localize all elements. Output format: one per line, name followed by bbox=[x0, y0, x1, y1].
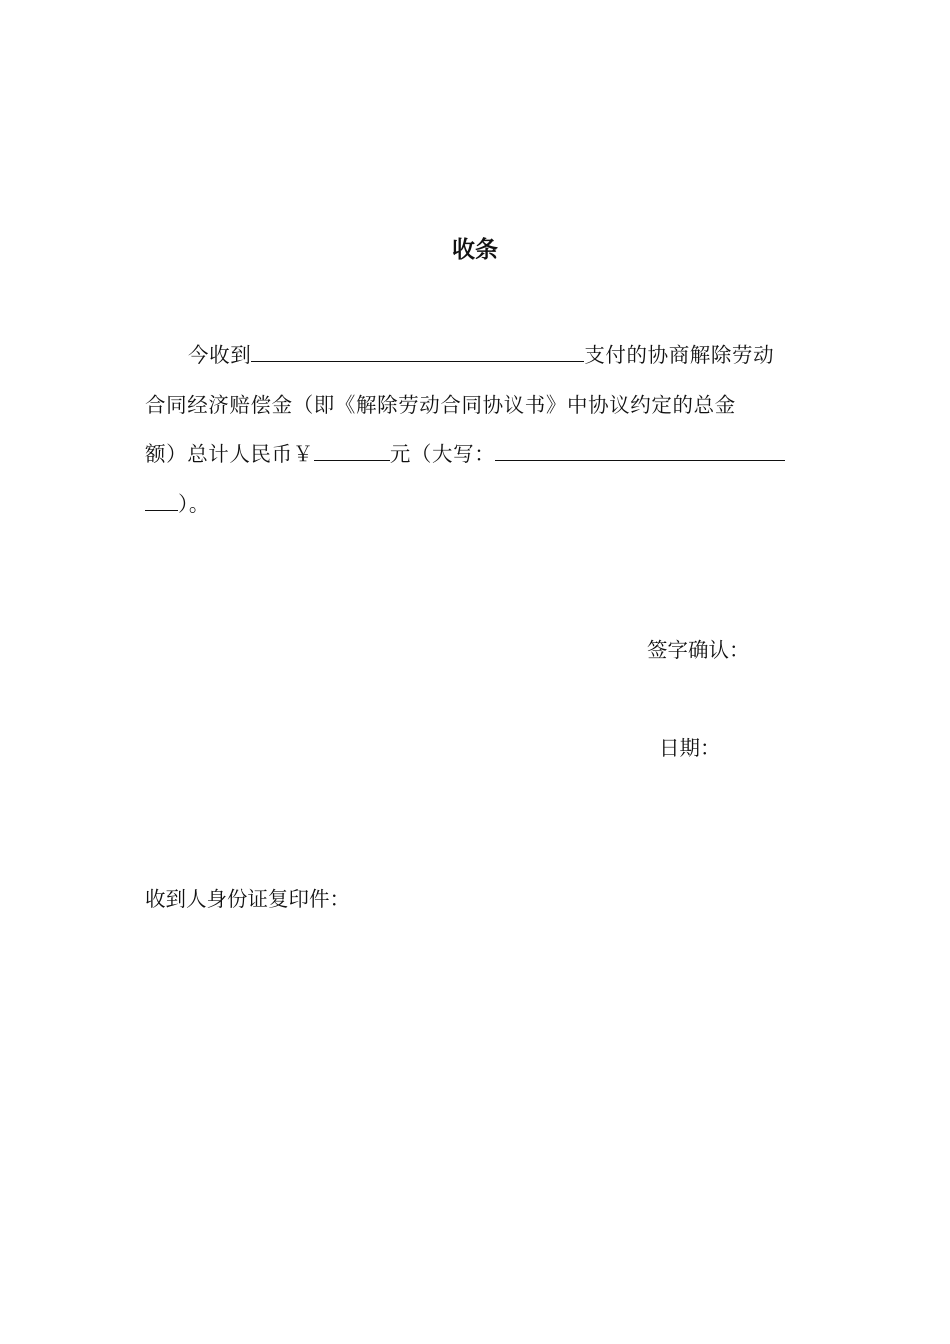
receipt-line-2 bbox=[145, 381, 809, 431]
receipt-line-1 bbox=[145, 331, 809, 381]
payment-purpose-text: 支付的协商解除劳动 bbox=[584, 343, 775, 367]
amount-uppercase-blank-continued bbox=[145, 492, 178, 511]
document-title: 收条 bbox=[452, 237, 498, 263]
amount-uppercase-blank bbox=[495, 442, 785, 461]
receipt-line-3 bbox=[145, 430, 809, 480]
total-rmb-label: 额）总计人民币￥ bbox=[145, 442, 314, 466]
compensation-description: 合同经济赔偿金（即《解除劳动合同协议书》中协议约定的总金 bbox=[145, 392, 736, 417]
closing-punctuation: ）。 bbox=[178, 491, 210, 516]
signature-confirm-label: 签字确认： bbox=[647, 638, 750, 662]
payer-name-blank bbox=[251, 343, 584, 362]
amount-figures-blank bbox=[314, 442, 390, 461]
receipt-body bbox=[145, 331, 809, 529]
date-label: 日期： bbox=[659, 736, 721, 760]
id-card-copy-label: 收到人身份证复印件： bbox=[145, 887, 350, 911]
received-from-label: 今收到 bbox=[188, 343, 252, 367]
amount-uppercase-label: 元（大写： bbox=[389, 442, 496, 466]
receipt-line-4 bbox=[145, 480, 809, 530]
